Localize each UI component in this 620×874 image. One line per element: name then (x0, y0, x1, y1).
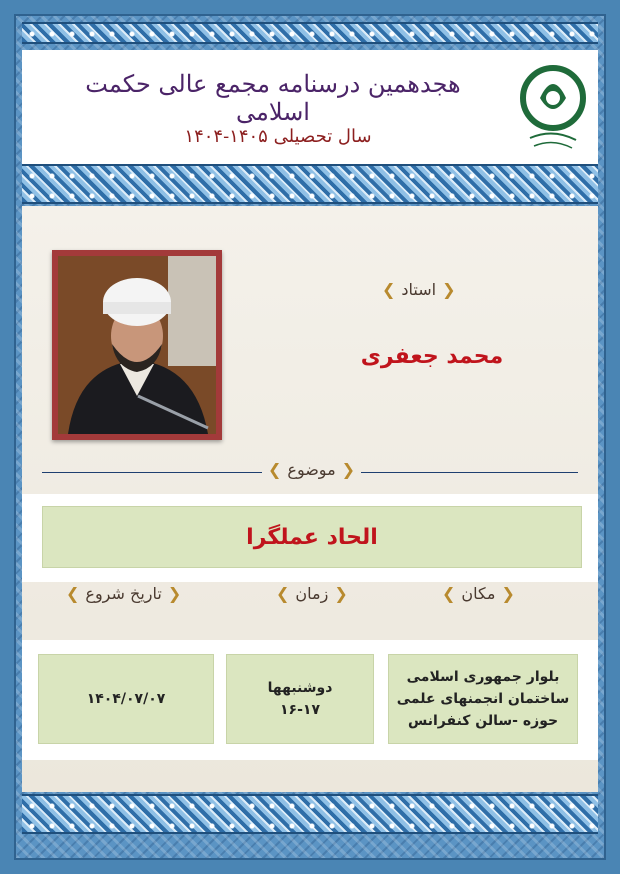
ornament-right-icon: ❯ (268, 460, 282, 479)
teacher-label (382, 280, 456, 299)
start-date-label-text: تاریخ شروع (85, 584, 162, 603)
ornament-right-icon: ❯ (276, 584, 290, 603)
bottom-ornament-band (22, 794, 598, 834)
teacher-photo-frame (52, 250, 222, 440)
start-date-label (66, 584, 181, 603)
location-box (388, 654, 578, 744)
poster-title: هجدهمین درسنامه مجمع عالی حکمت اسلامی (85, 70, 461, 126)
ornament-left-icon: ❮ (334, 584, 348, 603)
teacher-photo (58, 256, 216, 434)
location-label (442, 584, 515, 603)
class-day: دوشنبهها (267, 680, 333, 696)
time-label (276, 584, 348, 603)
calligraphic-logo-icon (518, 58, 588, 154)
ornament-left-icon: ❮ (501, 584, 515, 603)
start-date-value: ۱۴۰۴/۰۷/۰۷ (86, 691, 166, 707)
subject-label (262, 460, 361, 479)
ornament-right-icon: ❯ (66, 584, 80, 603)
location-line-1: بلوار جمهوری اسلامی (406, 669, 560, 685)
subject-label-text: موضوع (287, 460, 336, 479)
ornament-left-icon: ❮ (167, 584, 182, 603)
location-label-text: مکان (461, 584, 496, 603)
teacher-portrait-icon (58, 256, 216, 434)
poster-header (22, 50, 598, 164)
top-ornament-band (22, 22, 598, 44)
teacher-name: محمد جعفری (360, 344, 504, 369)
subject-box: الحاد عملگرا (42, 506, 582, 568)
ornament-right-icon: ❯ (382, 280, 396, 299)
time-label-text: زمان (295, 584, 329, 603)
header-ornament-band (22, 164, 598, 204)
ornament-left-icon: ❮ (341, 460, 356, 479)
time-box (226, 654, 374, 744)
ornament-right-icon: ❯ (442, 584, 456, 603)
academic-year: سال تحصیلی ۱۴۰۵-۱۴۰۴ (184, 126, 372, 147)
start-date-box (38, 654, 214, 744)
location-line-3: حوزه -سالن کنفرانس (407, 713, 559, 729)
class-hours: ۱۶-۱۷ (280, 702, 320, 718)
ornament-left-icon: ❮ (442, 280, 456, 299)
location-line-2: ساختمان انجمنهای علمی (396, 691, 570, 707)
poster-content (22, 206, 598, 792)
teacher-label-text: استاد (401, 280, 437, 299)
